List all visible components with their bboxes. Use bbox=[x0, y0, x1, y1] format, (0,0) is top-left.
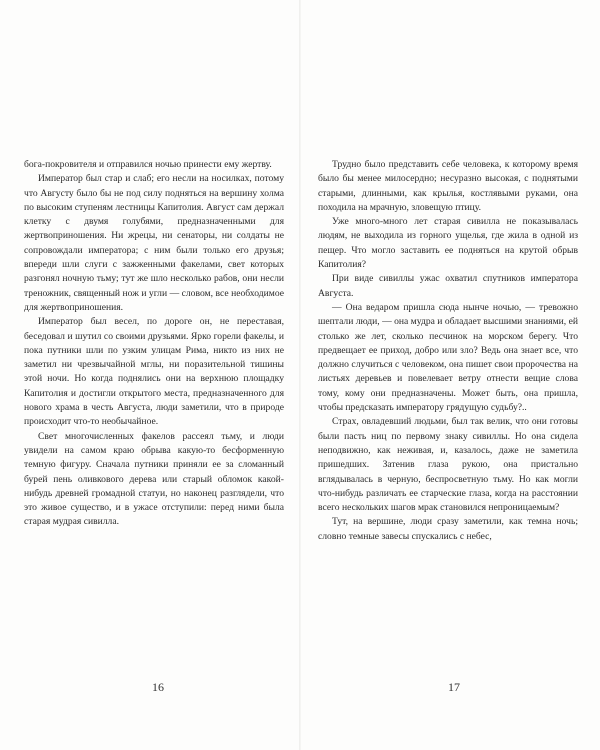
left-paragraph-1: бога-покровителя и отправился ночью принести ему жертву. bbox=[24, 159, 272, 170]
right-page-text bbox=[318, 158, 578, 544]
left-page-text bbox=[24, 158, 284, 530]
right-paragraph-2: Уже много-много лет старая сивилла не показывалась людям, не выходила из горного ущелья, где жила в одной из пещер. Что могло заставить ее подняться на крутой обрыв Капитолия? bbox=[318, 216, 578, 271]
right-paragraph-4: — Она ведаром пришла сюда нынче ночью, — тревожно шептали люди, — она мудра и обладает высшими знаниями, ей столько же лет, сколько песчинок на морском берегу. Что предвещает ее приход, добро или зло? Ведь она знает все, что должно случиться с человеком, она пишет свои пророчества на листьях деревьев и повелевает ветру отнести вещие слова тому, кому они предназначены. Может быть, она пришла, чтобы предсказать императору грядущую судьбу?.. bbox=[318, 301, 578, 414]
right-paragraph-5: Страх, овладевший людьми, был так велик, что они готовы были пасть ниц по первому знаку сивиллы. Но она сидела неподвижно, как неживая, и, казалось, даже не заметила пришедших. Затенив глаза рукою, она пристально вглядывалась в черную, беспросветную тьму. Но как могли что-нибудь различать ее старческие глаза, когда на расстоянии всего нескольких шагов мрак становился непроницаемым? bbox=[318, 416, 578, 514]
left-paragraph-4: Свет многочисленных факелов рассеял тьму, и люди увидели на самом краю обрыва какую-то бесформенную темную фигуру. Сначала путники приняли ее за сломанный бурей пень оливкового дерева или старый обломок какой-нибудь древней громадной статуи, но наконец разглядели, что это живое существо, и в ужасе отступили: перед ними была старая мудрая сивилла. bbox=[24, 430, 284, 528]
book-gutter bbox=[299, 0, 301, 750]
right-paragraph-1: Трудно было представить себе человека, к которому время было бы менее милосердно; несуразно высокая, с поднятыми старыми, длинными, как крылья, костлявыми руками, она походила на мрачную, зловещую птицу. bbox=[318, 159, 578, 213]
right-page-number: 17 bbox=[448, 680, 460, 694]
left-paragraph-3: Император был весел, по дороге он, не переставая, беседовал и шутил со своими друзьями. Ярко горели факелы, и пока путники шли по узким улицам Рима, никто из них не заметил ни чрезвычайной мглы, ни поразительной тишины этой ночи. Но когда поднялись они на верхнюю площадку Капитолия и достигли открытого места, предназначенного для нового храма в честь Августа, люди заметили, что в природе происходит что-то необычайное. bbox=[24, 316, 284, 428]
left-page-number: 16 bbox=[152, 680, 164, 694]
left-paragraph-2: Император был стар и слаб; его несли на носилках, потому что Августу было бы не под силу подняться на вершину холма по высоким ступеням лестницы Капитолия. Август сам держал клетку с двумя голубями, предназначенными для жертвоприношения. Ни жрецы, ни сенаторы, ни солдаты не сопровождали императора; с ним были только его друзья; впереди шли слуги с зажженными факелами, свет которых разгонял ночную тьму; тут же шло несколько рабов, они несли треножник, священный нож и угли — словом, все необходимое для жертвоприношения. bbox=[24, 173, 284, 313]
right-paragraph-3: При виде сивиллы ужас охватил спутников императора Августа. bbox=[318, 273, 578, 299]
right-paragraph-6: Тут, на вершине, люди сразу заметили, как темна ночь; словно темные завесы спускались с небес, bbox=[318, 516, 578, 542]
